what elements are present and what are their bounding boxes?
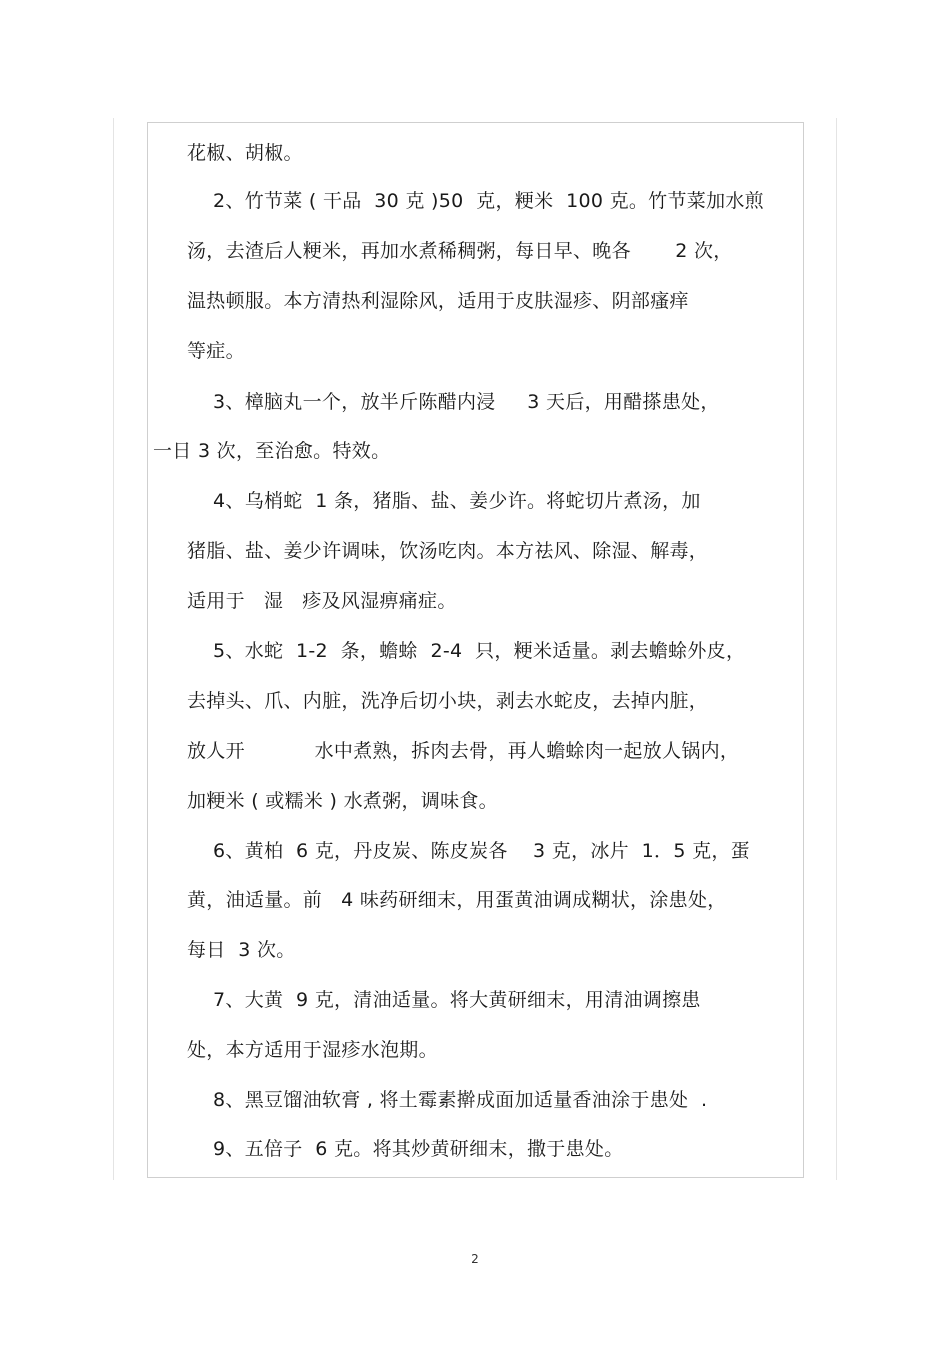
text-line: 加粳米 ( 或糯米 ) 水煮粥，调味食。 bbox=[187, 790, 498, 812]
text-line: 花椒、胡椒。 bbox=[187, 142, 303, 164]
outer-frame-line-left bbox=[113, 118, 114, 1180]
text-line: 7、大黄 9 克，清油适量。将大黄研细末，用清油调擦患 bbox=[213, 989, 701, 1011]
text-line: 3、樟脑丸一个，放半斤陈醋内浸 3 天后，用醋搽患处， bbox=[213, 391, 720, 413]
text-line: 汤，去渣后人粳米，再加水煮稀稠粥，每日早、晚各 2 次， bbox=[187, 240, 733, 262]
outer-frame-line-right bbox=[836, 118, 837, 1180]
text-line: 6、黄柏 6 克，丹皮炭、陈皮炭各 3 克，冰片 1．5 克，蛋 bbox=[213, 840, 750, 862]
text-line: 4、乌梢蛇 1 条，猪脂、盐、姜少许。将蛇切片煮汤，加 bbox=[213, 490, 701, 512]
text-line: 去掉头、爪、内脏，洗净后切小块，剥去水蛇皮，去掉内脏， bbox=[187, 690, 709, 712]
text-line: 等症。 bbox=[187, 340, 245, 362]
text-line: 猪脂、盐、姜少许调味，饮汤吃肉。本方祛风、除湿、解毒， bbox=[187, 540, 709, 562]
text-line: 一日 3 次，至治愈。特效。 bbox=[153, 440, 391, 462]
text-line: 2、竹节菜 ( 干品 30 克 )50 克，粳米 100 克。竹节菜加水煎 bbox=[213, 190, 764, 212]
text-line: 9、五倍子 6 克。将其炒黄研细末，撒于患处。 bbox=[213, 1138, 624, 1160]
text-line: 8、黑豆馏油软膏 , 将土霉素擀成面加适量香油涂于患处 . bbox=[213, 1089, 708, 1111]
text-line: 5、水蛇 1-2 条，蟾蜍 2-4 只，粳米适量。剥去蟾蜍外皮， bbox=[213, 640, 746, 662]
text-line: 处，本方适用于湿疹水泡期。 bbox=[187, 1039, 438, 1061]
text-line: 黄，油适量。前 4 味药研细末，用蛋黄油调成糊状，涂患处， bbox=[187, 889, 727, 911]
text-line: 温热顿服。本方清热利湿除风，适用于皮肤湿疹、阴部瘙痒 bbox=[187, 290, 689, 312]
text-line: 适用于 湿 疹及风湿痹痛症。 bbox=[187, 590, 457, 612]
text-line: 每日 3 次。 bbox=[187, 939, 296, 961]
text-line: 放人开 水中煮熟，拆肉去骨，再人蟾蜍肉一起放人锅内， bbox=[187, 740, 740, 762]
page-number: 2 bbox=[471, 1252, 479, 1266]
